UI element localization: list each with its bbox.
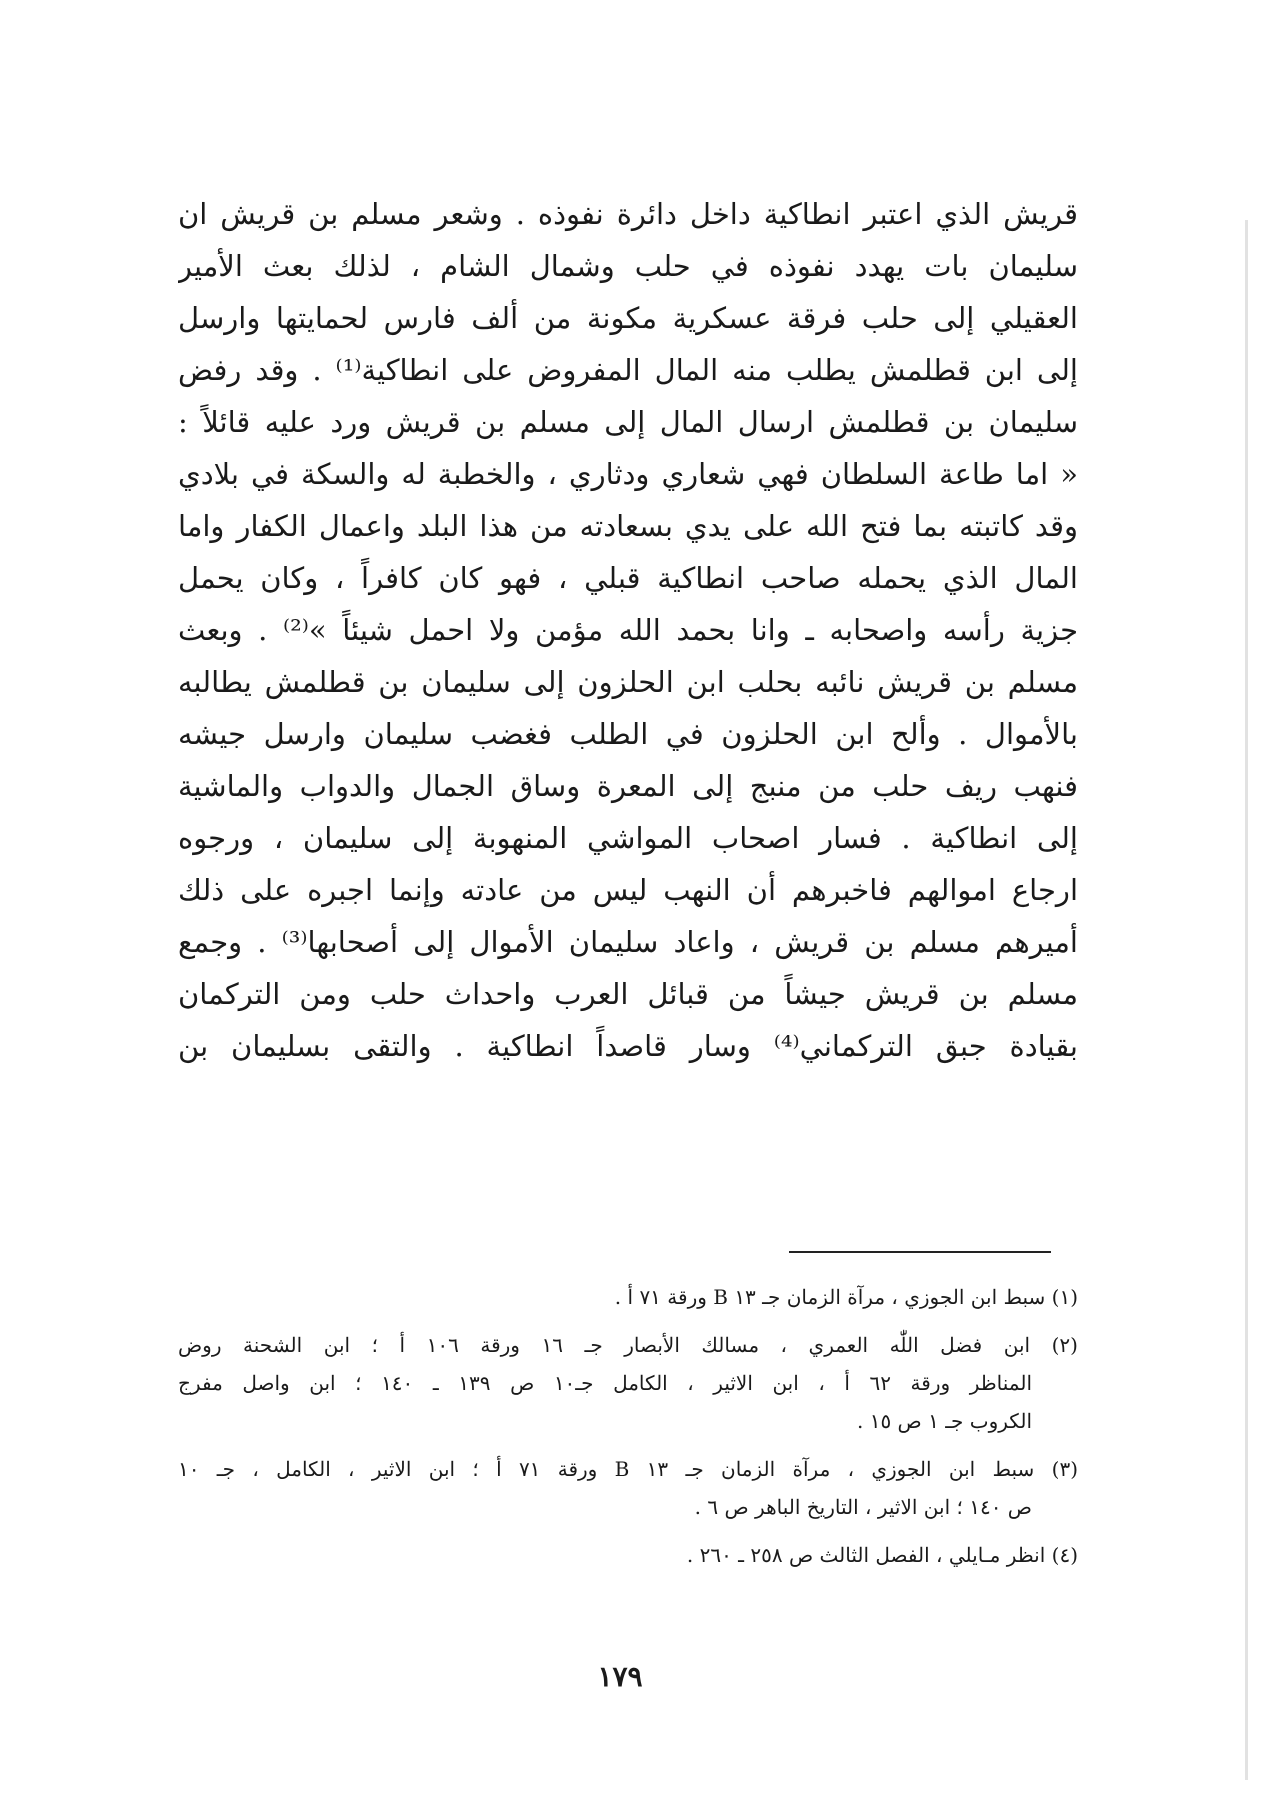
body-line: أميرهم مسلم بن قريش ، واعاد سليمان الأموال إلى أصحابها⁽³⁾ . وجمع	[178, 925, 1078, 959]
footnote-4	[178, 1536, 1078, 1574]
footnote-line: المناظر ورقة ٦٢ أ ، ابن الاثير ، الكامل جـ١٠ ص ١٣٩ ـ ١٤٠ ؛ ابن واصل مفرج	[178, 1371, 1032, 1395]
body-line: قريش الذي اعتبر انطاكية داخل دائرة نفوذه . وشعر مسلم بن قريش ان	[178, 197, 1078, 231]
body-line: سليمان بن قطلمش ارسال المال إلى مسلم بن قريش ورد عليه قائلاً :	[178, 405, 1078, 439]
footnote-2	[178, 1326, 1078, 1440]
body-line: إلى ابن قطلمش يطلب منه المال المفروض على انطاكية⁽¹⁾ . وقد رفض	[178, 353, 1078, 387]
footnote-line: (١) سبط ابن الجوزي ، مرآة الزمان جـ ١٣ B ورقة ٧١ أ .	[614, 1285, 1078, 1309]
body-line: إلى انطاكية . فسار اصحاب المواشي المنهوبة إلى سليمان ، ورجوه	[178, 821, 1078, 855]
footnote-line: (٣) سبط ابن الجوزي ، مرآة الزمان جـ ١٣ B ورقة ٧١ أ ؛ ابن الاثير ، الكامل ، جـ ١٠	[178, 1457, 1078, 1481]
body-line: ارجاع اموالهم فاخبرهم أن النهب ليس من عادته وإنما اجبره على ذلك	[178, 873, 1078, 907]
body-line: وقد كاتبته بما فتح الله على يدي بسعادته من هذا البلد واعمال الكفار واما	[178, 509, 1078, 543]
body-line: المال الذي يحمله صاحب انطاكية قبلي ، فهو كان كافراً ، وكان يحمل	[178, 561, 1078, 595]
footnotes	[178, 1278, 1078, 1584]
body-line: مسلم بن قريش جيشاً من قبائل العرب واحداث حلب ومن التركمان	[178, 977, 1078, 1011]
body-line: سليمان بات يهدد نفوذه في حلب وشمال الشام ، لذلك بعث الأمير	[178, 249, 1078, 283]
scan-edge-line	[1245, 220, 1248, 1780]
footnote-line: (٢) ابن فضل اللّٰه العمري ، مسالك الأبصار جـ ١٦ ورقة ١٠٦ أ ؛ ابن الشحنة روض	[178, 1333, 1078, 1357]
body-line: بالأموال . وألح ابن الحلزون في الطلب فغضب سليمان وارسل جيشه	[178, 717, 1078, 751]
body-text	[178, 188, 1078, 1072]
footnote-line: (٤) انظر مـايلي ، الفصل الثالث ص ٢٥٨ ـ ٢٦٠ .	[686, 1543, 1078, 1567]
footnote-3	[178, 1450, 1078, 1526]
body-line: العقيلي إلى حلب فرقة عسكرية مكونة من ألف فارس لحمايتها وارسل	[178, 301, 1078, 335]
body-line: بقيادة جبق التركماني⁽⁴⁾ وسار قاصداً انطاكية . والتقى بسليمان بن	[178, 1029, 1078, 1063]
body-line: « اما طاعة السلطان فهي شعاري ودثاري ، والخطبة له والسكة في بلادي	[178, 457, 1078, 491]
footnote-1	[178, 1278, 1078, 1316]
body-line: جزية رأسه واصحابه ـ وانا بحمد الله مؤمن ولا احمل شيئاً »⁽²⁾ . وبعث	[178, 613, 1078, 647]
body-line: مسلم بن قريش نائبه بحلب ابن الحلزون إلى سليمان بن قطلمش يطالبه	[178, 665, 1078, 699]
footnote-separator	[789, 1251, 1051, 1253]
footnote-line: ص ١٤٠ ؛ ابن الاثير ، التاريخ الباهر ص ٦ .	[694, 1495, 1032, 1519]
body-line: فنهب ريف حلب من منبج إلى المعرة وساق الجمال والدواب والماشية	[178, 769, 1078, 803]
page-number: ١٧٩	[597, 1660, 643, 1693]
footnote-line: الكروب جـ ١ ص ١٥ .	[856, 1409, 1032, 1433]
